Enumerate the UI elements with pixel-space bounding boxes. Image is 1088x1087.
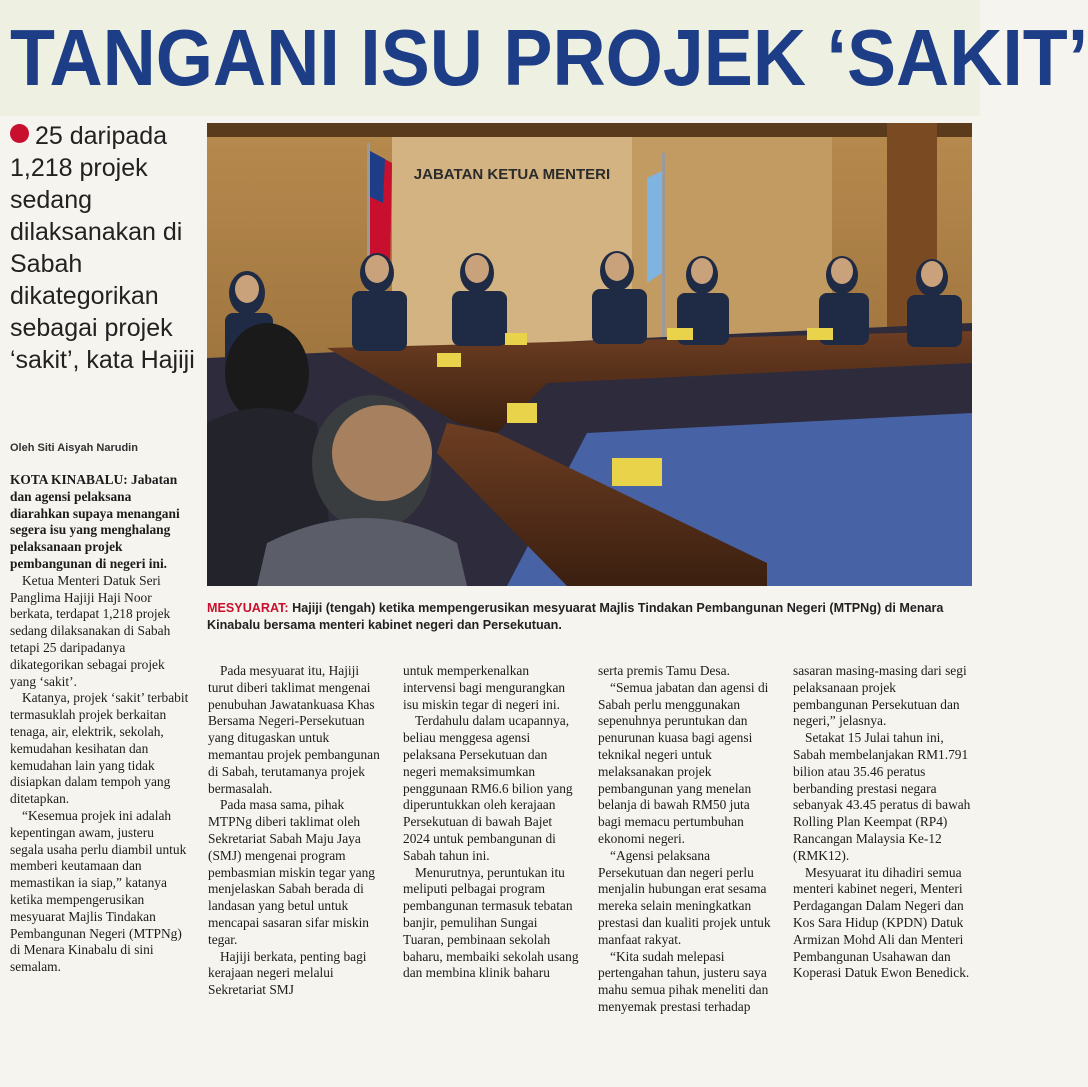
paragraph: Pada mesyuarat itu, Hajiji turut diberi taklimat mengenai penubuhan Jawatankuasa Khas Bersama Negeri-Persekutuan yang ditugaskan untuk memantau projek pembangunan di Sabah, terutamanya projek bermasalah.: [208, 663, 380, 796]
summary-text: 25 daripada 1,218 projek sedang dilaksanakan di Sabah dikategorikan sebagai projek ‘sakit’, kata Hajiji: [10, 122, 195, 374]
paragraph: Terdahulu dalam ucapannya, beliau menggesa agensi pelaksana Persekutuan dan negeri memaksimumkan penggunaan RM6.6 bilion yang diperuntukkan oleh kerajaan Persekutuan di bawah Bajet 2024 untuk pembangunan di Sabah tahun ini.: [403, 713, 573, 863]
summary-box: [10, 120, 202, 376]
dateline: KOTA KINABALU:: [10, 472, 128, 487]
paragraph: serta premis Tamu Desa.: [598, 663, 730, 678]
wall-sign: JABATAN KETUA MENTERI: [413, 166, 611, 183]
paragraph: “Kesemua projek ini adalah kepentingan awam, justeru segala usaha perlu diambil untuk memberi keutamaan dan memastikan ia siap,” katanya ketika mempengerusikan mesyuarat Majlis Tindakan Pembangunan Negeri (MTPNg) di Menara Kinabalu di sini semalam.: [10, 807, 187, 975]
paragraph: untuk memperkenalkan intervensi bagi mengurangkan isu miskin tegar di negeri ini.: [403, 663, 566, 712]
paragraph: sasaran masing-masing dari segi pelaksanaan projek pembangunan Persekutuan dan negeri,” jelasnya.: [793, 663, 967, 729]
article-column-4: [598, 663, 776, 1016]
lede-text: Jabatan dan agensi pelaksana diarahkan supaya menangani segera isu yang menghalang pelaksanaan projek pembangunan di negeri ini.: [10, 472, 180, 571]
caption-text: Hajiji (tengah) ketika mempengerusikan mesyuarat Majlis Tindakan Pembangunan Negeri (MTPNg) di Menara Kinabalu bersama menteri kabinet negeri dan Persekutuan.: [207, 601, 944, 632]
paragraph: Mesyuarat itu dihadiri semua menteri kabinet negeri, Menteri Perdagangan Dalam Negeri dan Kos Sara Hidup (KPDN) Datuk Armizan Mohd Ali dan Menteri Pembangunan Usahawan dan Koperasi Datuk Ewon Benedick.: [793, 864, 970, 981]
paragraph: “Semua jabatan dan agensi di Sabah perlu menggunakan sepenuhnya peruntukan dan penurunan kuasa bagi agensi teknikal negeri untuk melaksanakan projek pembangunan yang menelan belanja di bawah RM50 juta bagi memacu pertumbuhan ekonomi negeri.: [598, 679, 769, 846]
photo-caption: [207, 600, 972, 634]
caption-label: MESYUARAT:: [207, 601, 289, 615]
lede-paragraph: [10, 472, 190, 573]
meeting-photo: [207, 123, 972, 586]
article-column-1: [10, 472, 190, 976]
article-column-5: [793, 663, 973, 982]
headline: TANGANI ISU PROJEK ‘SAKIT’: [10, 13, 1088, 102]
paragraph: Katanya, projek ‘sakit’ terbabit termasuklah projek berkaitan tenaga, air, elektrik, sekolah, kemudahan kesihatan dan kemudahan lain yang tidak disiapkan dalam tempoh yang ditetapkan.: [10, 690, 189, 807]
meeting-photo-illustration: [207, 123, 972, 586]
paragraph: “Agensi pelaksana Persekutuan dan negeri perlu menjalin hubungan erat sesama mereka selain meningkatkan prestasi dan kualiti projek untuk manfaat rakyat.: [598, 847, 771, 947]
paragraph: “Kita sudah melepasi pertengahan tahun, justeru saya mahu semua pihak meneliti dan menyemak prestasi terhadap: [598, 948, 769, 1014]
article-column-3: [403, 663, 581, 982]
paragraph: Ketua Menteri Datuk Seri Panglima Hajiji Haji Noor berkata, terdapat 1,218 projek sedang dilaksanakan di Sabah tetapi 25 daripadanya dikategorikan sebagai projek yang ‘sakit’.: [10, 572, 171, 689]
paragraph: Pada masa sama, pihak MTPNg diberi taklimat oleh Sekretariat Sabah Maju Jaya (SMJ) mengenai program pembasmian miskin tegar yang menjelaskan Sabah berada di landasan yang betul untuk mencapai sasaran sifar miskin tegar.: [208, 797, 375, 947]
article-column-2: [208, 663, 386, 999]
paragraph: Hajiji berkata, penting bagi kerajaan negeri melalui Sekretariat SMJ: [208, 948, 367, 998]
paragraph: Menurutnya, peruntukan itu meliputi pelbagai program pembangunan termasuk tebatan banjir, pemulihan Sungai Tuaran, pembinaan sekolah baharu, membaiki sekolah usang dan membina klinik baharu: [403, 864, 579, 981]
paragraph: Setakat 15 Julai tahun ini, Sabah membelanjakan RM1.791 bilion atau 35.46 peratus berbanding prestasi negara sebanyak 43.45 peratus di bawah Rolling Plan Keempat (RP4) Rancangan Malaysia Ke-12 (RMK12).: [793, 730, 971, 863]
bullet-dot-icon: [10, 124, 29, 143]
byline: Oleh Siti Aisyah Narudin: [10, 442, 138, 454]
